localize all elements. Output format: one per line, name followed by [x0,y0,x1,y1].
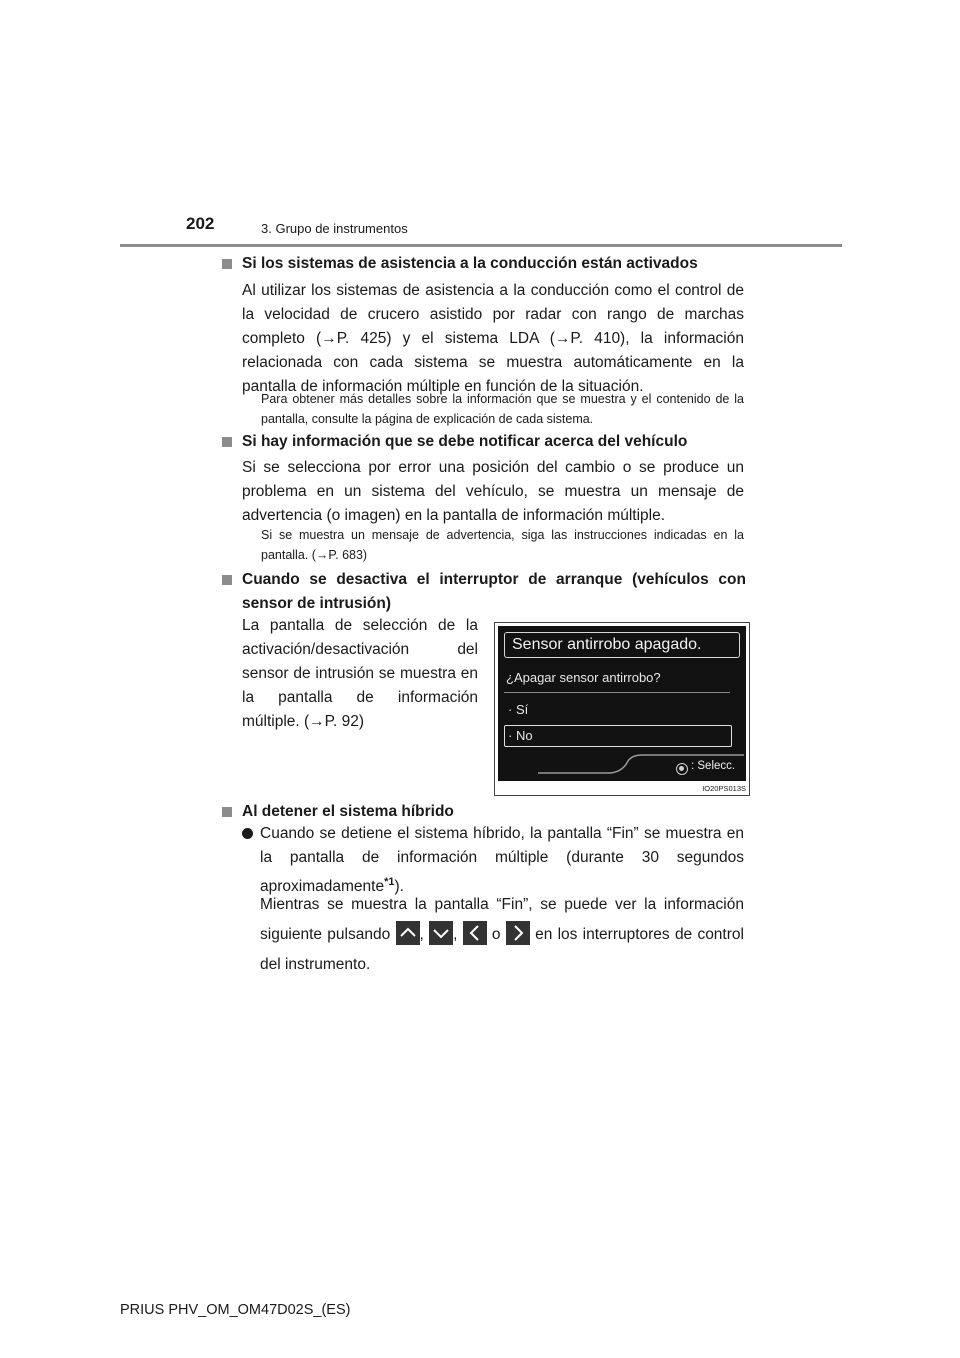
chevron-right-icon [506,921,530,945]
section-heading-hybrid-stop: Al detener el sistema híbrido [222,800,522,824]
section-note-assist: Para obtener más detalles sobre la información que se muestra y el contenido de la pantalla, consulte la página de explicación de cada sistema. [261,392,744,426]
footnote-mark: *1 [384,876,395,888]
section-heading-assist: Si los sistemas de asistencia a la conducción están activados [222,252,746,276]
question-underline [504,692,730,693]
section-body-switches: Mientras se muestra la pantalla “Fin”, se puede ver la información siguiente pulsando , , o en los interruptores de control del instrumento. [260,896,744,973]
document-code: PRIUS PHV_OM_OM47D02S_(ES) [120,1302,351,1318]
section-heading-intrusion: Cuando se desactiva el interruptor de arranque (vehículos con sensor de intrusión) [222,568,746,616]
square-bullet-icon [222,437,232,447]
chevron-left-icon [463,921,487,945]
page-header [0,0,960,250]
section-heading-vehicle-info: Si hay información que se debe notificar acerca del vehículo [222,430,746,454]
chevron-up-icon [396,921,420,945]
figure-code: IO20PS013S [702,784,746,793]
section-body-assist: Al utilizar los sistemas de asistencia a la conducción como el control de la velocidad de crucero asistido por radar con rango de marchas completo (→P. 425) y el sistema LDA (→P. 410), la información relacionada con cada sistema se muestra automáticamente en la pantalla de información múltiple en función de la situación. [242,282,744,395]
page-number: 202 [186,214,215,233]
section-body-intrusion: La pantalla de selección de la activación/desactivación del sensor de intrusión se muestra en la pantalla de información múltiple. (→P. 92) [242,617,478,730]
select-label: : Selecc. [691,760,736,772]
chevron-down-icon [429,921,453,945]
section-note-vehicle-info: Si se muestra un mensaje de advertencia, siga las instrucciones indicadas en la pantalla. (→P. 683) [261,528,744,562]
square-bullet-icon [222,807,232,817]
section-body-hybrid-stop: Cuando se detiene el sistema híbrido, la pantalla “Fin” se muestra en la pantalla de información múltiple (durante 30 segundos aproximadamente$^{*1}$). [260,825,744,896]
screen-title: Sensor antirrobo apagado. [504,632,740,658]
intrusion-sensor-screen-figure [494,622,750,796]
multi-info-display [498,626,746,781]
option-selected-frame [504,725,732,747]
option-no: · No [508,728,533,743]
section-body-vehicle-info: Si se selecciona por error una posición del cambio o se produce un problema en un sistema del vehículo, se muestra un mensaje de advertencia (o imagen) en la pantalla de información múltiple. [242,459,744,524]
square-bullet-icon [222,575,232,585]
header-rule [120,244,842,247]
chapter-title: 3. Grupo de instrumentos [261,221,408,236]
dial-icon [676,763,688,775]
screen-question: ¿Apagar sensor antirrobo? [506,670,661,685]
round-bullet-icon [242,828,253,839]
square-bullet-icon [222,259,232,269]
option-yes: · Sí [508,702,529,717]
